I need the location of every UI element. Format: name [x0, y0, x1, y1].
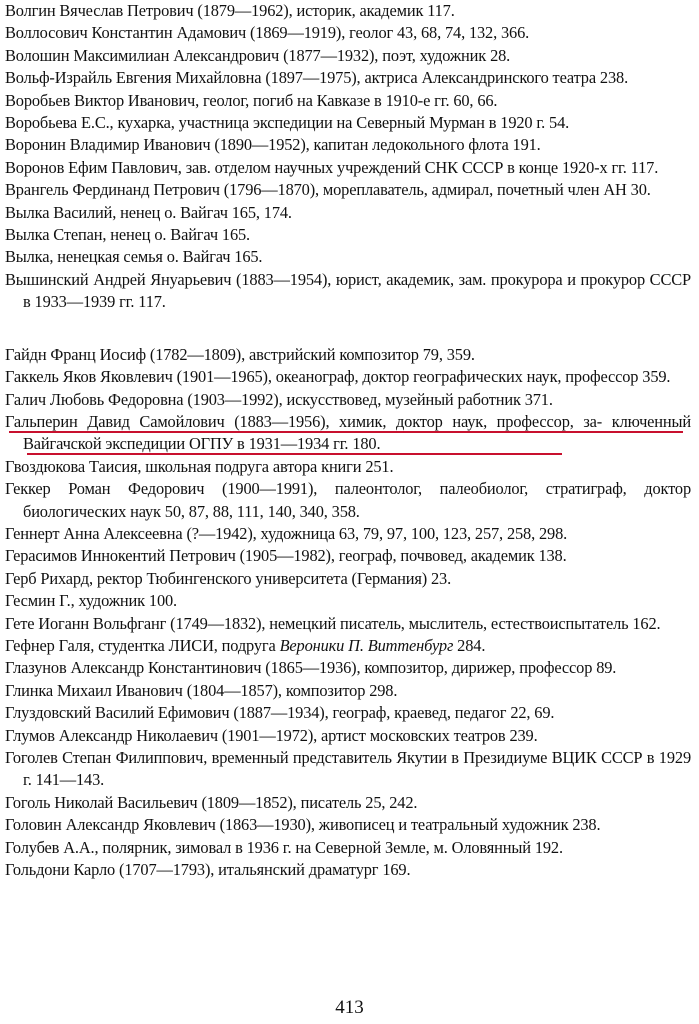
index-entry: Вышинский Андрей Януарьевич (1883—1954), юрист, академик, зам. прокурора и прокурор СССР в 1933—1939 гг. 117.: [5, 269, 691, 312]
index-entry: Вылка Василий, ненец о. Вайгач 165, 174.: [5, 202, 292, 222]
index-entry: Воронов Ефим Павлович, зав. отделом научных учреждений СНК СССР в конце 1920-х гг. 117.: [5, 157, 659, 177]
index-entry: Волгин Вячеслав Петрович (1879—1962), историк, академик 117.: [5, 1, 455, 20]
index-entry: Герб Рихард, ректор Тюбингенского университета (Германия) 23.: [5, 568, 452, 588]
index-section-v: [5, 0, 691, 314]
highlighted-entry-line2: ключенный Вайгачской экспедиции ОГПУ в 1931—1934 гг. 180.: [23, 411, 692, 454]
index-entry: Гоголев Степан Филиппович, временный представитель Якутии в Президиуме ВЦИК СССР в 1929 г. 141—143.: [5, 748, 691, 790]
index-entry: Глуздовский Василий Ефимович (1887—1934), географ, краевед, педагог 22, 69.: [5, 703, 555, 723]
index-entry: Гайдн Франц Иосиф (1782—1809), австрийский композитор 79, 359.: [5, 344, 475, 364]
index-section-g-part3: [5, 657, 691, 881]
gefner-entry-page: 284.: [453, 635, 486, 655]
index-entry: Вольф-Израйль Евгения Михайловна (1897—1975), актриса Александринского театра 238.: [5, 68, 629, 88]
index-entry: Глинка Михаил Иванович (1804—1857), композитор 298.: [5, 680, 398, 700]
gefner-entry-italic-name: Вероники П. Виттенбург: [279, 635, 454, 655]
section-gap: [5, 314, 691, 344]
index-entry: Воробьев Виктор Иванович, геолог, погиб на Кавказе в 1910-е гг. 60, 66.: [5, 90, 498, 110]
index-section-g-part1: [5, 344, 691, 411]
index-entry: Галич Любовь Федоровна (1903—1992), искусствовед, музейный работник 371.: [5, 389, 553, 409]
index-entry: Воронин Владимир Иванович (1890—1952), капитан ледокольного флота 191.: [5, 135, 541, 155]
index-entry-gefner: [5, 635, 691, 657]
index-page: [5, 0, 691, 881]
highlighted-entry-line1: Гальперин Давид Самойлович (1883—1956), химик, доктор наук, профессор, за-: [5, 411, 603, 431]
highlighted-index-entry: [5, 411, 691, 456]
index-entry: Гесмин Г., художник 100.: [5, 591, 177, 611]
index-entry: Геккер Роман Федорович (1900—1991), палеонтолог, палеобиолог, стратиграф, доктор биологических наук 50, 87, 88, 111, 140, 340, 358.: [5, 479, 691, 521]
index-entry: Гольдони Карло (1707—1793), итальянский драматург 169.: [5, 860, 411, 880]
index-entry: Волошин Максимилиан Александрович (1877—1932), поэт, художник 28.: [5, 45, 511, 65]
index-entry: Вылка, ненецкая семья о. Вайгач 165.: [5, 247, 263, 267]
index-entry: Глазунов Александр Константинович (1865—1936), композитор, дирижер, профессор 89.: [5, 658, 617, 678]
index-entry: Воллосович Константин Адамович (1869—1919), геолог 43, 68, 74, 132, 366.: [5, 23, 530, 43]
index-entry: Гаккель Яков Яковлевич (1901—1965), океанограф, доктор географических наук, профессор 359.: [5, 367, 671, 387]
index-entry: Голубев А.А., полярник, зимовал в 1936 г. на Северной Земле, м. Оловянный 192.: [5, 837, 563, 857]
index-entry: Головин Александр Яковлевич (1863—1930), живописец и театральный художник 238.: [5, 815, 601, 835]
red-underline-line2: [27, 453, 562, 456]
index-entry: Герасимов Иннокентий Петрович (1905—1982), географ, почвовед, академик 138.: [5, 546, 567, 566]
index-entry: Воробьева Е.С., кухарка, участница экспедиции на Северный Мурман в 1920 г. 54.: [5, 113, 570, 133]
page-number: 413: [335, 997, 364, 1018]
index-entry: Гете Иоганн Вольфганг (1749—1832), немецкий писатель, мыслитель, естествоиспытатель 162.: [5, 613, 661, 633]
index-entry: Глумов Александр Николаевич (1901—1972), артист московских театров 239.: [5, 725, 538, 745]
index-entry: Гвоздюкова Таисия, школьная подруга автора книги 251.: [5, 456, 394, 476]
index-section-g-part2: [5, 456, 691, 635]
index-entry: Геннерт Анна Алексеевна (?—1942), художница 63, 79, 97, 100, 123, 257, 258, 298.: [5, 523, 568, 543]
red-underline-line1: [9, 431, 683, 434]
gefner-entry-text: Гефнер Галя, студентка ЛИСИ, подруга: [5, 635, 280, 655]
index-entry: Врангель Фердинанд Петрович (1796—1870), мореплаватель, адмирал, почетный член АН 30.: [5, 180, 651, 200]
index-entry: Гоголь Николай Васильевич (1809—1852), писатель 25, 242.: [5, 792, 418, 812]
index-entry: Вылка Степан, ненец о. Вайгач 165.: [5, 225, 250, 245]
